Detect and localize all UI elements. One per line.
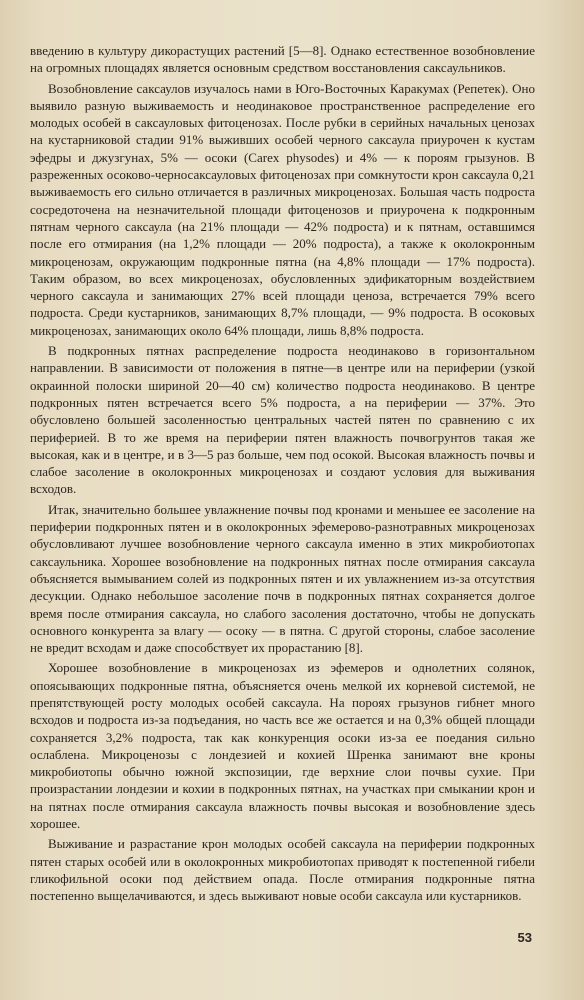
paragraph-1: введению в культуру дикорастущих растений [5—8]. Однако естественное возобновление на огромных площадях является основным средством восстановления саксаульников. (30, 43, 535, 76)
body-text (30, 42, 535, 908)
paragraph-5: Хорошее возобновление в микроценозах из эфемеров и однолетних солянок, опоясывающих подкронные пятна, объясняется очень мелкой их корневой системой, не препятствующей росту молодых особей саксаула. На порoях грызунов гибнет много всходов и подроста из-за подъедания, но часть все же остается и на 0,3% общей площади сохраняется 3,2% подроста, так как конкуренция осоки из-за ее поедания сильно ослаблена. Микроценозы с лондезией и кохией Шренка занимают вне кроны микробиотопы обычно южной экспозиции, где верхние слои почвы сухие. При произрастании лондезии и кохии в подкронных пятнах, на участках при смыкании крон и на пятнах после отмирания саксаула влажность почвы высокая и возобновление здесь хорошее. (30, 660, 535, 832)
page-number: 53 (517, 930, 532, 945)
paragraph-4: Итак, значительно большее увлажнение почвы под кронами и меньшее ее засоление на периферии подкронных пятен и в околокронных эфемерово-разнотравных микроценозах обусловливают лучшее возобновление черного саксаула именно в этих микробиотопах саксаульника. Хорошее возобновление на подкронных пятнах после отмирания саксаула объясняется вымыванием солей из подкронных пятен и их увлажнением из-за отсутствия десукции. Однако небольшое засоление почв в подкронных пятнах сохраняется долгое время после отмирания саксаула, но слабого засоления достаточно, чтобы не допускать основного конкурента за влагу — осоку — в пятна. С другой стороны, слабое засоление не вредит всходам и даже способствует их прорастанию [8]. (30, 501, 535, 656)
paragraph-3: В подкронных пятнах распределение подроста неодинаково в горизонтальном направлении. В зависимости от положения в пятне—в центре или на периферии (узкой окраинной полоски шириной 20—40 см) количество подроста неодинаково. В центре подкронных пятен встречается всего 5% подроста, а на периферии — 37%. Это обусловлено большей засоленностью центральных частей пятен по сравнению с их периферией. В то же время на периферии пятен влажность почвогрунтов такая же высокая, как и в центре, и в 3—5 раз больше, чем под осокой. Высокая влажность почвы и слабое засоление в околокронных микроценозах и создают условия для выживания всходов. (30, 343, 535, 497)
paragraph-2: Возобновление саксаулов изучалось нами в Юго-Восточных Каракумах (Репетек). Оно выявило разную выживаемость и неодинаковое пространственное распределение его молодых особей в саксауловых фитоценозах. После рубки в серийных начальных ценозах на кустарниковой стадии 91% выживших особей черного саксаула приурочен к кустам эфедры и джузгунах, 5% — осоки (Carex physodes) и 4% — к порoям грызунов. В разреженных осоково-черносаксауловых фитоценозах при сомкнутости крон саксаула 0,21 выживаемость его сильно отличается в различных микроценозах. Большая часть подроста сосредоточена на незначительной площади фитоценозов и приурочена к подкронным пятнам черного саксаула (на 21% площади — 42% подроста) и к пятнам, оставшимся после его отмирания (на 1,2% площади — 20% подроста), а также к околокронным микроценозам, окружающим подкронные пятна (на 4,8% площади — 17% подроста). Таким образом, во всех микроценозах, обусловленных эдификаторным воздействием черного саксаула и занимающих 27% всей площади ценоза, встречается 79% всего подроста. Среди кустарников, занимающих 8,7% площади, — 9% подроста. В осоковых микроценозах, занимающих около 64% площади, лишь 8,8% подроста. (30, 80, 535, 338)
paragraph-6: Выживание и разрастание крон молодых особей саксаула на периферии подкронных пятен старых особей или в околокронных микробиотопах приводят к постепенной гибели гликофильной осоки под действием опада. После отмирания подкронные пятна постепенно выщелачиваются, и здесь выживают новые особи саксаула или кустарников. (30, 836, 535, 904)
